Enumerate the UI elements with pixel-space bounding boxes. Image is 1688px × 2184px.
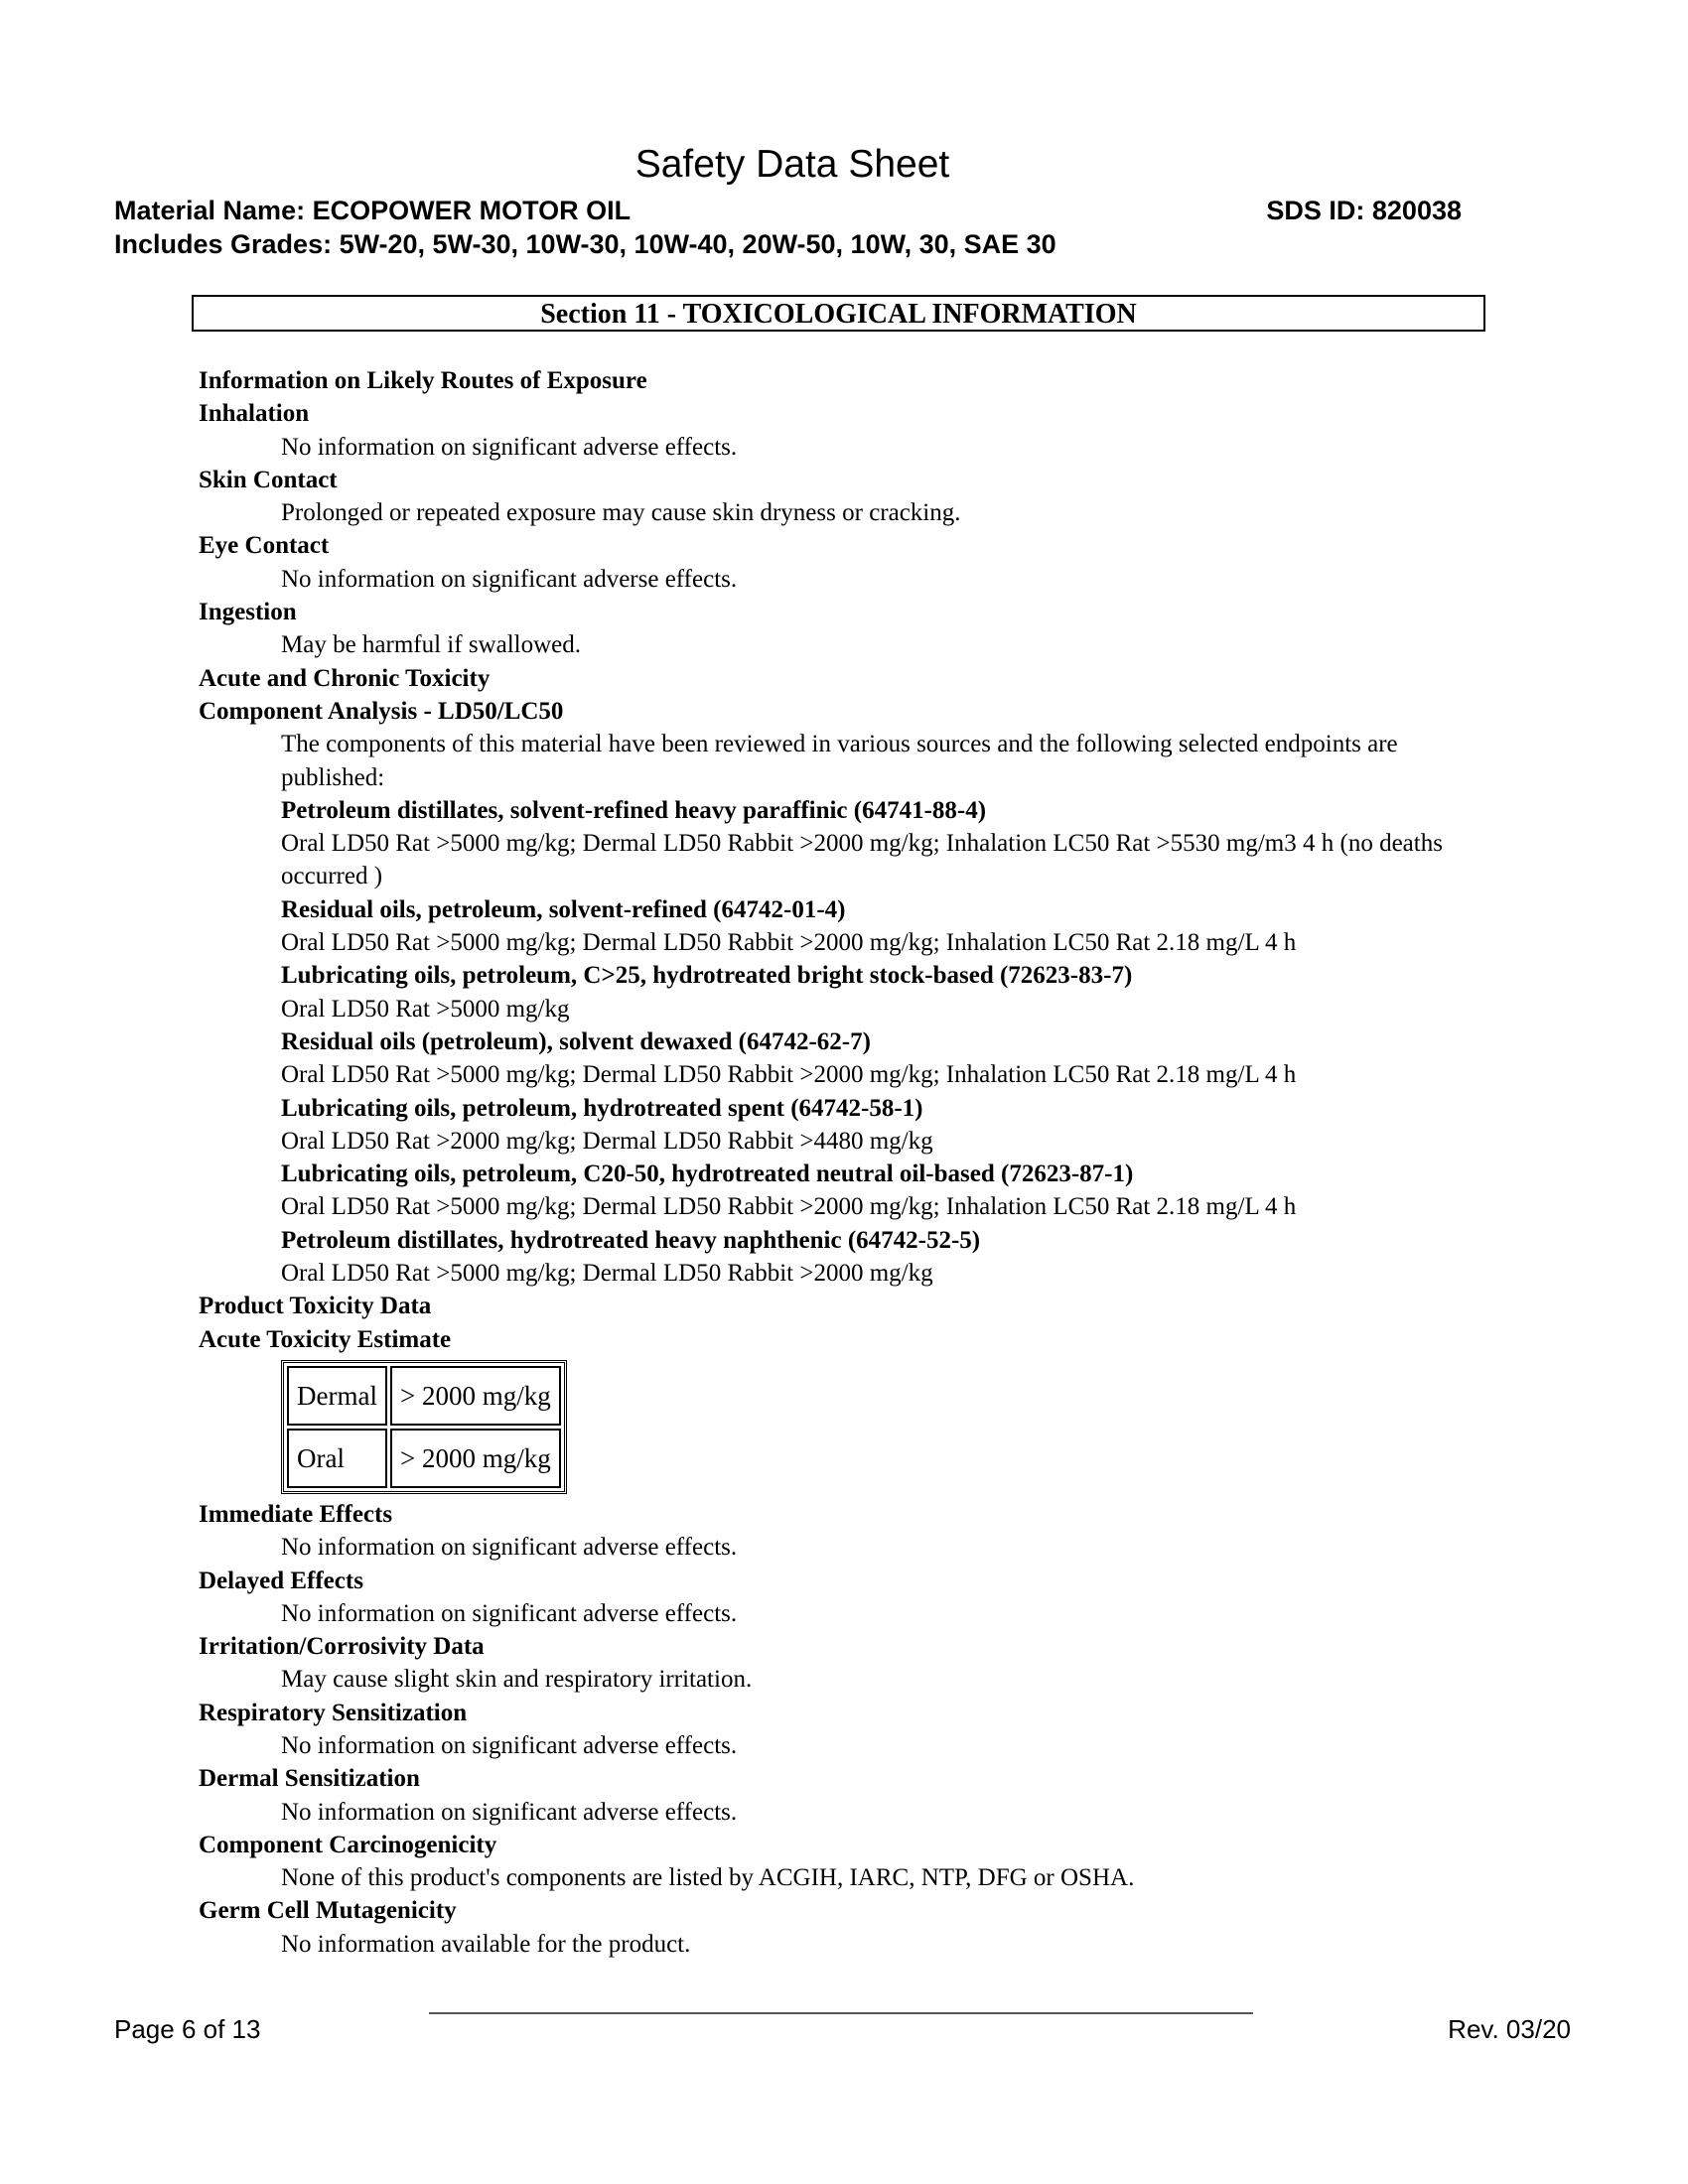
- component-data: Oral LD50 Rat >5000 mg/kg; Dermal LD50 Rabbit >2000 mg/kg; Inhalation LC50 Rat 2.18 mg/L 4 h: [281, 1193, 1297, 1221]
- section-content: [199, 364, 1499, 1961]
- toxicity-heading: Acute and Chronic Toxicity: [199, 664, 491, 692]
- inhalation-text: No information on significant adverse effects.: [281, 433, 738, 461]
- skin-contact-heading: Skin Contact: [199, 466, 338, 493]
- ingestion-heading: Ingestion: [199, 599, 297, 626]
- footer-page-number: Page 6 of 13: [114, 2014, 261, 2044]
- value-cell: > 2000 mg/kg: [390, 1429, 561, 1488]
- respiratory-sensitization-text: No information on significant adverse effects.: [281, 1731, 738, 1759]
- component-data: Oral LD50 Rat >5000 mg/kg; Dermal LD50 Rabbit >2000 mg/kg; Inhalation LC50 Rat 2.18 mg/L 4 h: [281, 1061, 1297, 1089]
- document-title: Safety Data Sheet: [634, 143, 950, 186]
- component-name: Petroleum distillates, solvent-refined heavy paraffinic (64741-88-4): [281, 796, 987, 824]
- component-data: Oral LD50 Rat >5000 mg/kg; Dermal LD50 Rabbit >2000 mg/kg: [281, 1260, 933, 1288]
- section-title: Section 11 - TOXICOLOGICAL INFORMATION: [192, 295, 1485, 332]
- material-name: Material Name: ECOPOWER MOTOR OIL: [114, 196, 632, 225]
- table-row: [287, 1366, 561, 1426]
- component-analysis-heading: Component Analysis - LD50/LC50: [199, 697, 564, 725]
- sds-id: SDS ID: 820038: [1266, 196, 1462, 225]
- component-name: Lubricating oils, petroleum, C20-50, hydrotreated neutral oil-based (72623-87-1): [281, 1160, 1134, 1188]
- ingestion-text: May be harmful if swallowed.: [281, 631, 582, 659]
- delayed-effects-text: No information on significant adverse effects.: [281, 1599, 738, 1627]
- component-intro: The components of this material have been reviewed in various sources and the following selected endpoints are published:: [281, 731, 1398, 791]
- footer-revision: Rev. 03/20: [1448, 2014, 1571, 2044]
- component-data: Oral LD50 Rat >5000 mg/kg; Dermal LD50 Rabbit >2000 mg/kg; Inhalation LC50 Rat 2.18 mg/L 4 h: [281, 929, 1297, 957]
- mutagenicity-text: No information available for the product.: [281, 1930, 691, 1958]
- eye-contact-text: No information on significant adverse effects.: [281, 565, 738, 593]
- respiratory-sensitization-heading: Respiratory Sensitization: [199, 1699, 468, 1726]
- value-cell: > 2000 mg/kg: [390, 1366, 561, 1426]
- component-data: Oral LD50 Rat >2000 mg/kg; Dermal LD50 Rabbit >4480 mg/kg: [281, 1127, 933, 1155]
- irritation-heading: Irritation/Corrosivity Data: [199, 1633, 485, 1661]
- table-row: [287, 1429, 561, 1488]
- dermal-sensitization-text: No information on significant adverse effects.: [281, 1798, 738, 1826]
- acute-toxicity-table: [281, 1360, 567, 1494]
- component-name: Petroleum distillates, hydrotreated heavy naphthenic (64742-52-5): [281, 1226, 981, 1254]
- component-name: Lubricating oils, petroleum, C>25, hydrotreated bright stock-based (72623-83-7): [281, 962, 1133, 990]
- component-data: Oral LD50 Rat >5000 mg/kg; Dermal LD50 Rabbit >2000 mg/kg; Inhalation LC50 Rat >5530 mg/m3 4 h (no deaths occurred ): [281, 830, 1443, 890]
- component-name: Lubricating oils, petroleum, hydrotreated spent (64742-58-1): [281, 1094, 923, 1122]
- included-grades: Includes Grades: 5W-20, 5W-30, 10W-30, 10W-40, 20W-50, 10W, 30, SAE 30: [114, 229, 1056, 259]
- component-name: Residual oils (petroleum), solvent dewaxed (64742-62-7): [281, 1027, 871, 1055]
- product-toxicity-heading: Product Toxicity Data: [199, 1293, 432, 1320]
- dermal-sensitization-heading: Dermal Sensitization: [199, 1765, 420, 1793]
- route-cell: Oral: [287, 1429, 387, 1488]
- skin-contact-text: Prolonged or repeated exposure may cause skin dryness or cracking.: [281, 499, 961, 527]
- delayed-effects-heading: Delayed Effects: [199, 1567, 363, 1594]
- eye-contact-heading: Eye Contact: [199, 532, 330, 560]
- component-data: Oral LD50 Rat >5000 mg/kg: [281, 995, 570, 1023]
- route-cell: Dermal: [287, 1366, 387, 1426]
- routes-heading: Information on Likely Routes of Exposure: [199, 367, 647, 394]
- immediate-effects-text: No information on significant adverse effects.: [281, 1534, 738, 1562]
- irritation-text: May cause slight skin and respiratory irritation.: [281, 1666, 753, 1694]
- component-name: Residual oils, petroleum, solvent-refined (64742-01-4): [281, 895, 846, 923]
- acute-estimate-heading: Acute Toxicity Estimate: [199, 1325, 452, 1353]
- carcinogenicity-heading: Component Carcinogenicity: [199, 1831, 497, 1858]
- inhalation-heading: Inhalation: [199, 400, 310, 428]
- carcinogenicity-text: None of this product's components are listed by ACGIH, IARC, NTP, DFG or OSHA.: [281, 1864, 1135, 1892]
- immediate-effects-heading: Immediate Effects: [199, 1500, 393, 1528]
- footer-divider: [429, 2012, 1253, 2014]
- mutagenicity-heading: Germ Cell Mutagenicity: [199, 1897, 457, 1925]
